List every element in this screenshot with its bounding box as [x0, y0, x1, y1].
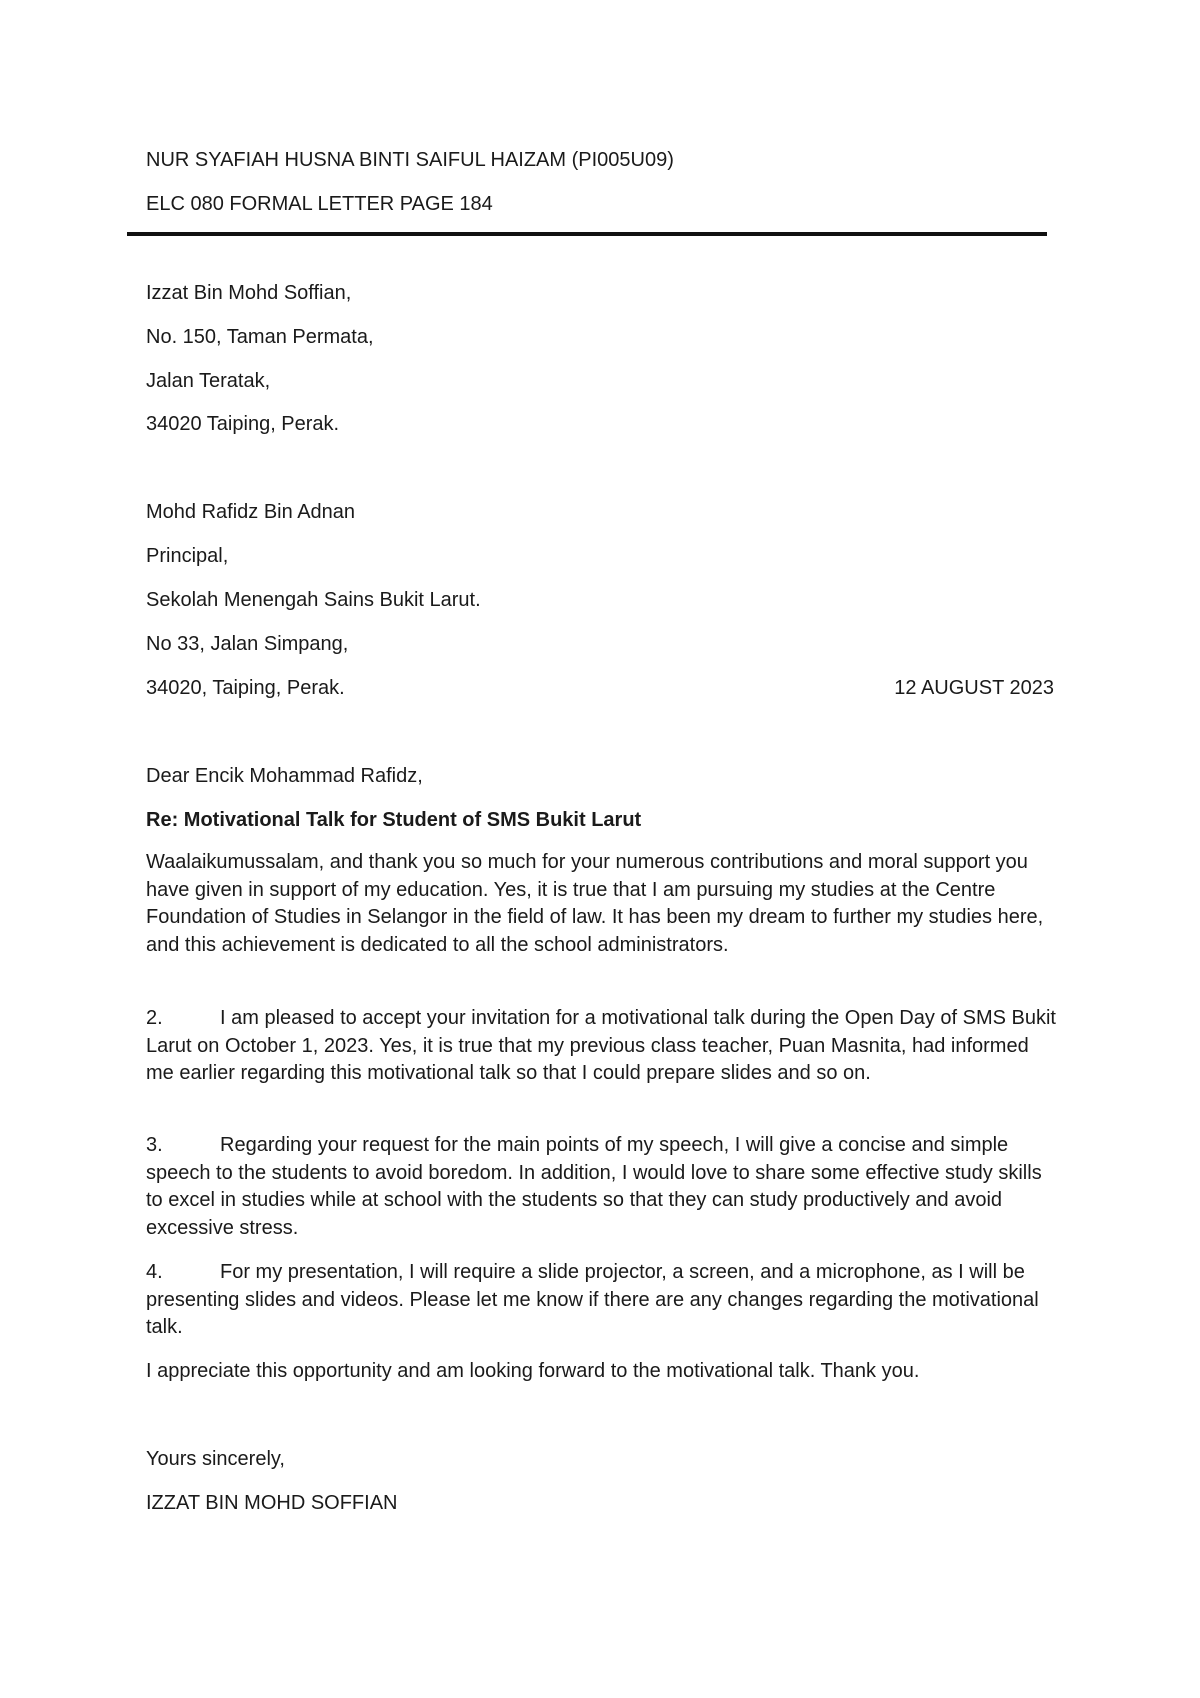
student-name-line: NUR SYAFIAH HUSNA BINTI SAIFUL HAIZAM (PI005U09) — [146, 149, 674, 171]
sender-address-line-2: Jalan Teratak, — [146, 370, 271, 392]
subject-line: Re: Motivational Talk for Student of SMS Bukit Larut — [146, 809, 642, 831]
header-divider — [127, 232, 1047, 236]
body-paragraph-3 — [146, 1132, 1056, 1242]
course-line: ELC 080 FORMAL LETTER PAGE 184 — [146, 193, 493, 215]
recipient-organization: Sekolah Menengah Sains Bukit Larut. — [146, 589, 481, 611]
body-paragraph-1: Waalaikumussalam, and thank you so much for your numerous contributions and moral support you have given in support of my education. Yes, it is true that I am pursuing my studies at the Centre Foundation of Studies in Selangor in the field of law. It has been my dream to further my studies here, and this achievement is dedicated to all the school administrators. — [146, 851, 1044, 956]
sender-name: Izzat Bin Mohd Soffian, — [146, 282, 352, 304]
salutation: Dear Encik Mohammad Rafidz, — [146, 765, 423, 787]
sign-off: Yours sincerely, — [146, 1448, 285, 1470]
paragraph-text: For my presentation, I will require a slide projector, a screen, and a microphone, as I will be presenting slides and videos. Please let me know if there are any changes regarding the motivational talk. — [146, 1261, 1039, 1338]
body-paragraph-4 — [146, 1259, 1056, 1342]
paragraph-number: 4. — [146, 1261, 163, 1283]
paragraph-text: Regarding your request for the main points of my speech, I will give a concise and simple speech to the students to avoid boredom. In addition, I would love to share some effective study skills to excel in studies while at school with the students so that they can study productively and avoid excessive stress. — [146, 1134, 1042, 1239]
paragraph-number: 2. — [146, 1007, 163, 1029]
paragraph-number: 3. — [146, 1134, 163, 1156]
letter-date: 12 AUGUST 2023 — [894, 677, 1054, 699]
recipient-address-line-2: 34020, Taiping, Perak. — [146, 677, 345, 699]
closing-paragraph: I appreciate this opportunity and am looking forward to the motivational talk. Thank you. — [146, 1360, 920, 1382]
paragraph-text: I am pleased to accept your invitation for a motivational talk during the Open Day of SMS Bukit Larut on October 1, 2023. Yes, it is true that my previous class teacher, Puan Masnita, had informed me earlier regarding this motivational talk so that I could prepare slides and so on. — [146, 1007, 1056, 1084]
recipient-name: Mohd Rafidz Bin Adnan — [146, 501, 356, 523]
sender-address-line-3: 34020 Taiping, Perak. — [146, 413, 340, 435]
body-paragraph-2 — [146, 1005, 1056, 1088]
recipient-title: Principal, — [146, 545, 229, 567]
sender-address-line-1: No. 150, Taman Permata, — [146, 326, 374, 348]
recipient-address-line-1: No 33, Jalan Simpang, — [146, 633, 349, 655]
signature-name: IZZAT BIN MOHD SOFFIAN — [146, 1492, 398, 1514]
